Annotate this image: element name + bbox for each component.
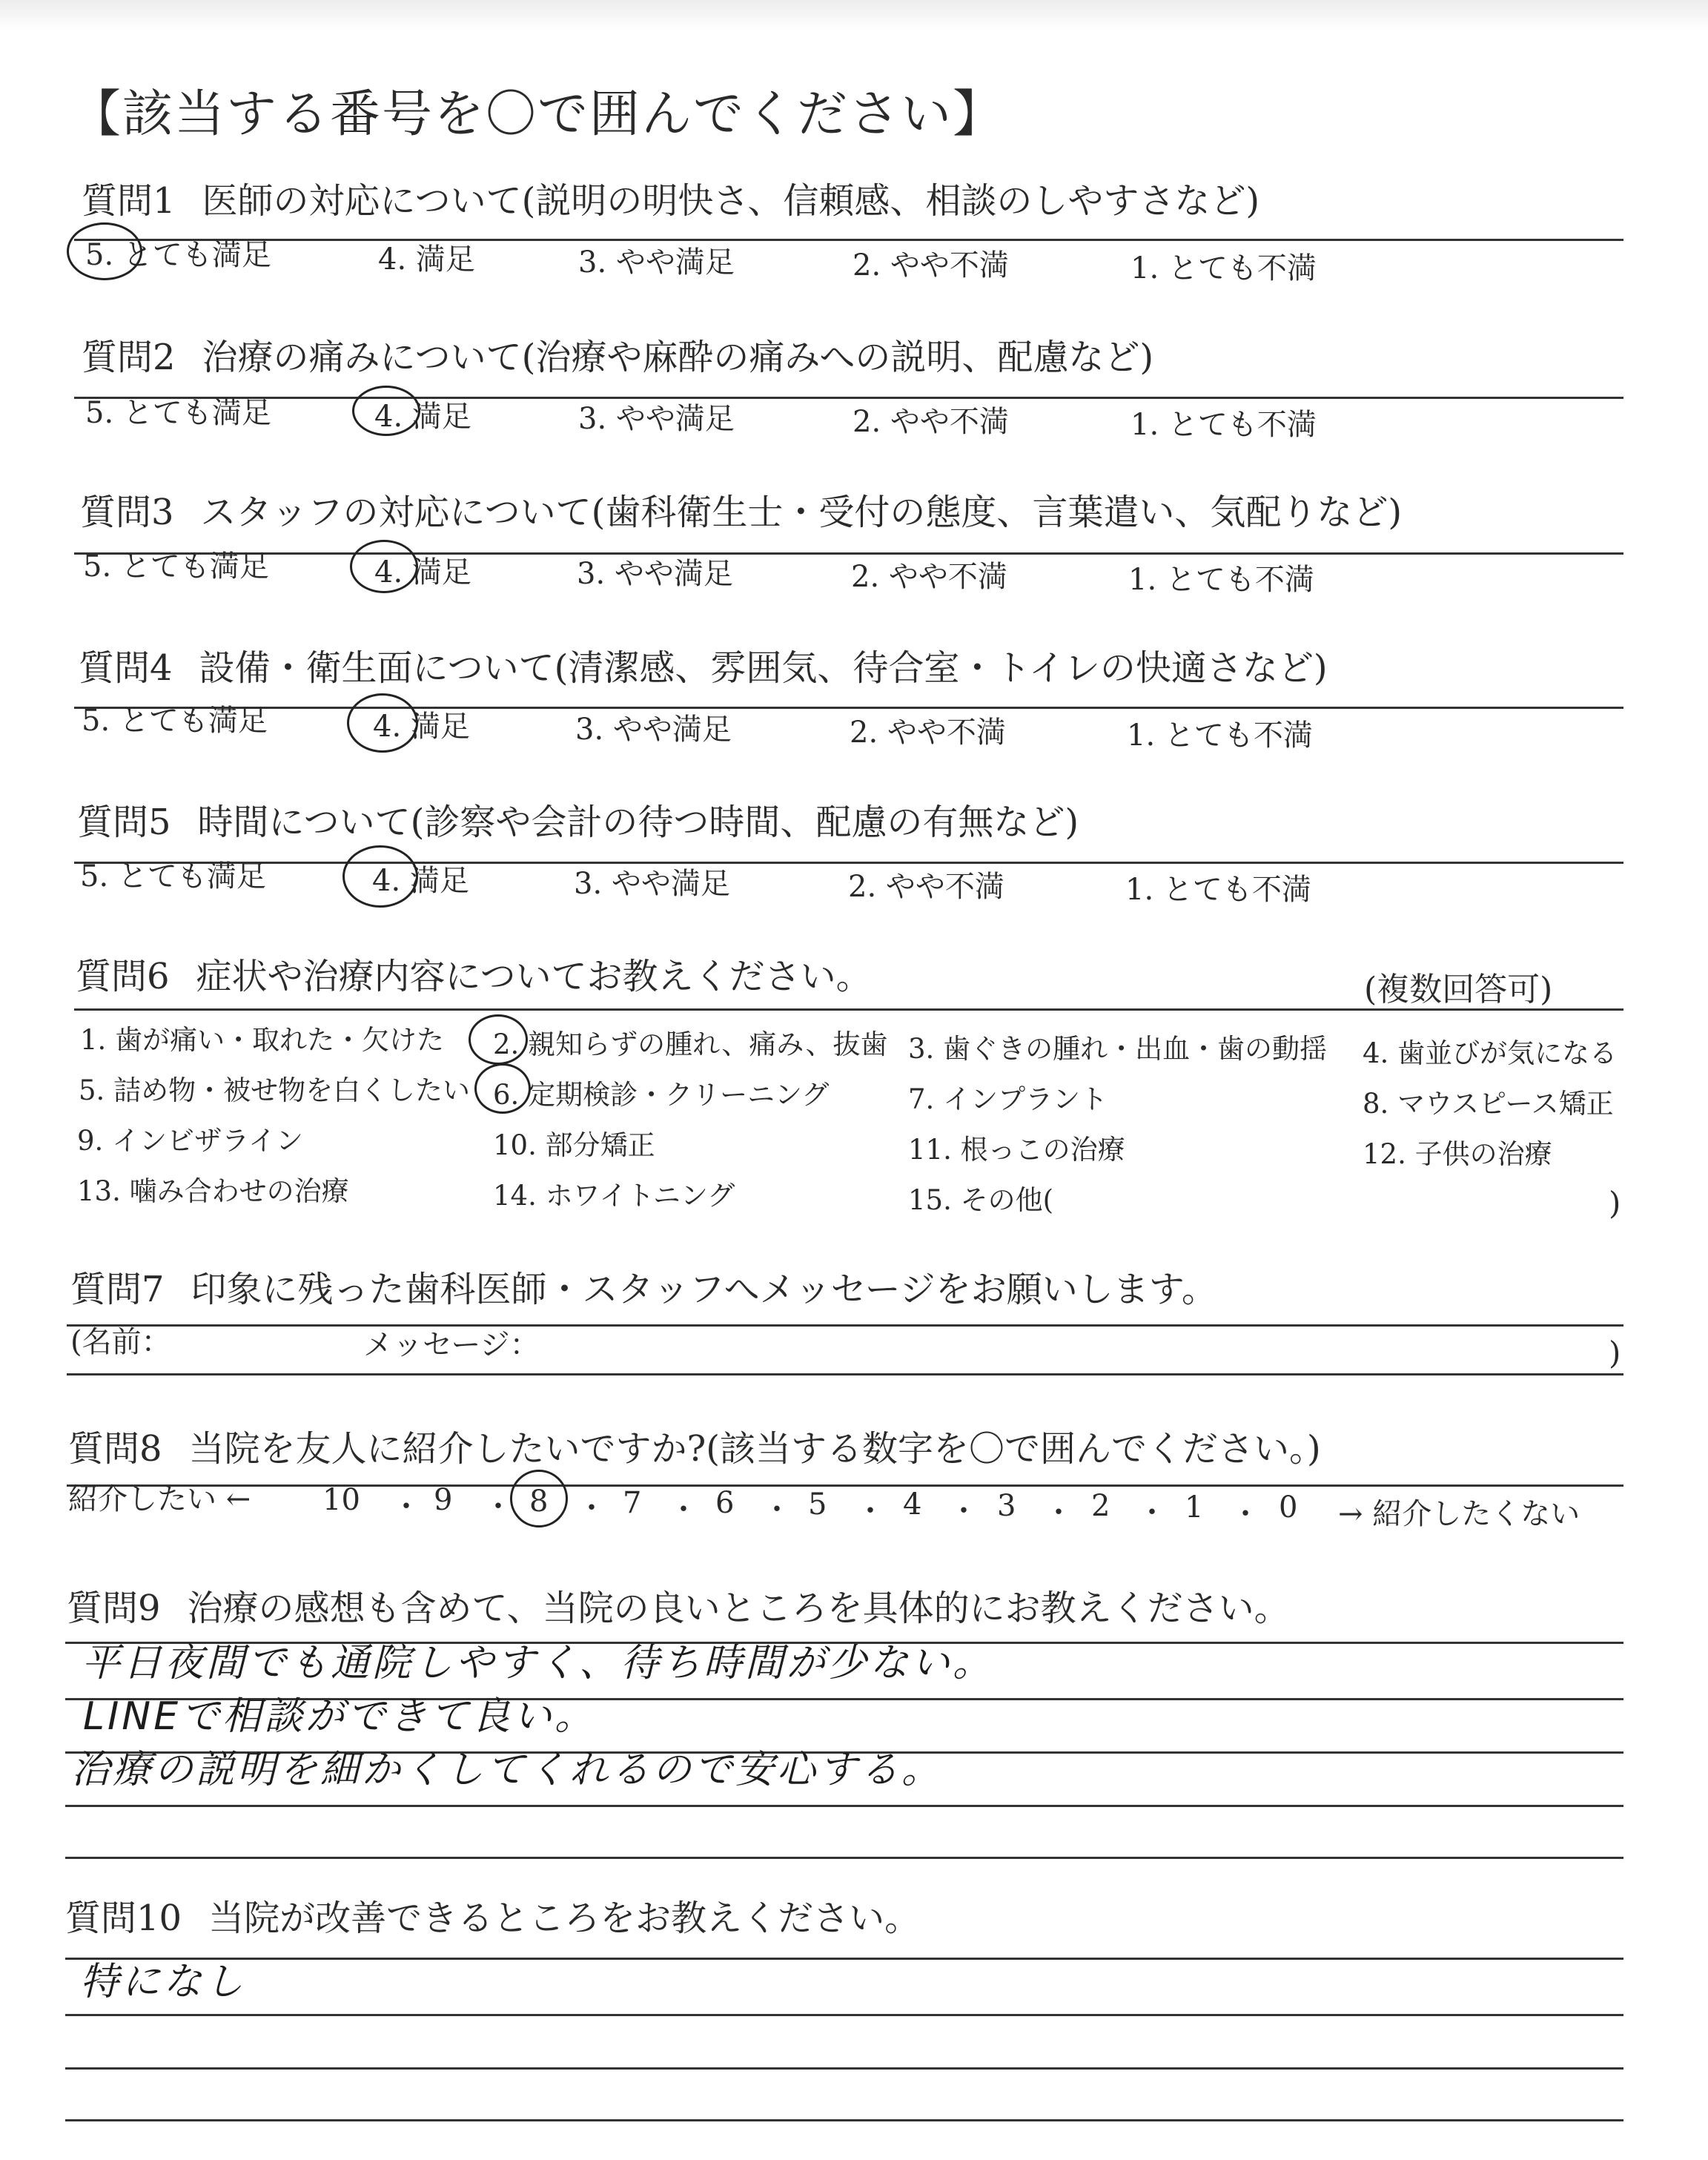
q8-dot: ・ — [1231, 1497, 1260, 1531]
question-5 — [77, 793, 1079, 845]
q4-answer-circle — [347, 693, 418, 753]
q1-option-2[interactable]: 2. やや不満 — [853, 248, 1009, 283]
q4-option-4[interactable]: 4. 満足 — [373, 710, 470, 744]
q8-dot: ・ — [577, 1491, 606, 1525]
q9-answer-line-1: 平日夜間でも通院しやすく、待ち時間が少ない。 — [82, 1641, 994, 1685]
question-9 — [67, 1579, 1290, 1631]
q7-message-label: メッセージ： — [363, 1328, 540, 1362]
q3-option-1[interactable]: 1. とても不満 — [1128, 563, 1314, 597]
q9-answer-line-2: LINEで相談ができて良い。 — [83, 1694, 597, 1739]
q2-option-4[interactable]: 4. 満足 — [374, 400, 471, 434]
q5-option-2[interactable]: 2. やや不満 — [848, 870, 1004, 904]
q8-score-10[interactable]: 10 — [322, 1483, 360, 1517]
question-6 — [76, 948, 872, 999]
q9-line-5 — [65, 1857, 1623, 1859]
question-7-number: 質問7 — [70, 1269, 165, 1310]
question-9-number: 質問9 — [67, 1588, 161, 1629]
q8-dot: ・ — [855, 1494, 885, 1528]
q6-option-11[interactable]: 11. 根っこの治療 — [908, 1134, 1125, 1166]
question-2-number: 質問2 — [82, 337, 176, 378]
q3-option-5[interactable]: 5. とても満足 — [83, 549, 269, 584]
q6-other-close-paren: ) — [1609, 1185, 1621, 1221]
question-3-text: スタッフの対応について(歯科衛生士・受付の態度、言葉遣い、気配りなど) — [200, 492, 1403, 533]
q1-option-4[interactable]: 4. 満足 — [378, 242, 475, 277]
question-1-number: 質問1 — [82, 180, 176, 222]
q3-option-3[interactable]: 3. やや満足 — [577, 557, 733, 591]
q7-close-paren: ) — [1609, 1335, 1621, 1371]
q3-option-4[interactable]: 4. 満足 — [374, 555, 471, 589]
q6-option-9[interactable]: 9. インビザライン — [77, 1125, 303, 1157]
q6-option-6[interactable]: 6. 定期検診・クリーニング — [493, 1079, 830, 1111]
q4-option-3[interactable]: 3. やや満足 — [575, 713, 732, 747]
q8-score-5[interactable]: 5 — [808, 1487, 827, 1522]
q8-score-9[interactable]: 9 — [434, 1483, 453, 1517]
question-3-rule — [74, 552, 1623, 555]
q8-score-4[interactable]: 4 — [903, 1487, 922, 1522]
question-8-number: 質問8 — [68, 1428, 162, 1470]
q5-option-5[interactable]: 5. とても満足 — [80, 859, 266, 894]
q9-line-4 — [65, 1805, 1623, 1807]
q10-line-4 — [65, 2119, 1623, 2121]
question-10 — [65, 1889, 920, 1941]
q8-dot: ・ — [483, 1490, 513, 1524]
q6-option-10[interactable]: 10. 部分矯正 — [493, 1129, 655, 1161]
q8-dot: ・ — [949, 1494, 979, 1528]
q8-dot: ・ — [669, 1493, 698, 1527]
q6-option-6-circle — [474, 1063, 531, 1114]
question-8 — [68, 1420, 1321, 1471]
question-10-number: 質問10 — [65, 1898, 182, 1939]
q8-left-label: 紹介したい ← — [68, 1482, 251, 1516]
q2-option-1[interactable]: 1. とても不満 — [1131, 408, 1317, 442]
q8-dot: ・ — [391, 1490, 421, 1524]
question-7 — [70, 1261, 1217, 1312]
q2-answer-circle — [352, 386, 420, 436]
question-4-rule — [74, 707, 1623, 709]
question-3 — [80, 483, 1402, 535]
q6-option-2-circle — [469, 1014, 528, 1065]
q10-line-3 — [65, 2067, 1623, 2070]
question-6-text: 症状や治療内容についてお教えください。 — [196, 956, 872, 997]
q10-answer-line-1: 特になし — [80, 1960, 247, 2004]
question-2 — [82, 328, 1153, 380]
q9-answer-line-3: 治療の説明を細かくしてくれるので安心する。 — [71, 1748, 944, 1792]
q5-option-1[interactable]: 1. とても不満 — [1125, 873, 1311, 907]
q8-score-1[interactable]: 1 — [1185, 1490, 1204, 1525]
q4-option-1[interactable]: 1. とても不満 — [1127, 719, 1313, 753]
q8-score-3[interactable]: 3 — [997, 1489, 1016, 1523]
q10-line-1 — [65, 1958, 1623, 1960]
q8-score-2[interactable]: 2 — [1091, 1489, 1110, 1523]
q6-option-12[interactable]: 12. 子供の治療 — [1363, 1138, 1552, 1170]
question-8-text: 当院を友人に紹介したいですか?(該当する数字を〇で囲んでください。) — [188, 1428, 1321, 1470]
q1-option-1[interactable]: 1. とても不満 — [1131, 251, 1317, 285]
q4-option-5[interactable]: 5. とても満足 — [82, 704, 268, 738]
page-title: 【該当する番号を〇で囲んでください】 — [70, 85, 1005, 144]
q1-option-5[interactable]: 5. とても満足 — [85, 238, 271, 272]
q6-option-3[interactable]: 3. 歯ぐきの腫れ・出血・歯の動揺 — [908, 1033, 1328, 1065]
q6-option-13[interactable]: 13. 噛み合わせの治療 — [77, 1175, 349, 1207]
q6-option-1[interactable]: 1. 歯が痛い・取れた・欠けた — [80, 1024, 445, 1056]
q10-line-2 — [65, 2014, 1623, 2016]
scan-edge — [0, 0, 1708, 30]
question-1 — [82, 172, 1260, 223]
question-8-rule — [67, 1484, 1623, 1487]
q5-option-3[interactable]: 3. やや満足 — [574, 867, 730, 901]
q8-score-0[interactable]: 0 — [1279, 1490, 1298, 1525]
q8-answer-circle — [510, 1470, 568, 1527]
question-1-text: 医師の対応について(説明の明快さ、信頼感、相談のしやすさなど) — [202, 180, 1260, 222]
q8-right-label: → 紹介したくない — [1338, 1497, 1580, 1531]
q8-score-8[interactable]: 8 — [529, 1484, 549, 1519]
question-5-text: 時間について(診察や会計の待つ時間、配慮の有無など) — [197, 802, 1079, 843]
question-10-text: 当院が改善できるところをお教えください。 — [208, 1898, 921, 1939]
q5-answer-circle — [342, 845, 418, 908]
q5-option-4[interactable]: 4. 満足 — [372, 864, 469, 898]
q7-answer-rule — [67, 1373, 1623, 1375]
q6-option-5[interactable]: 5. 詰め物・被せ物を白くしたい — [79, 1074, 471, 1106]
question-4-number: 質問4 — [79, 647, 173, 689]
q3-answer-circle — [350, 540, 418, 593]
q8-dot: ・ — [1044, 1496, 1073, 1530]
q8-dot: ・ — [1137, 1496, 1167, 1530]
q4-option-2[interactable]: 2. やや不満 — [850, 716, 1006, 750]
q8-score-7[interactable]: 7 — [623, 1486, 642, 1520]
question-7-text: 印象に残った歯科医師・スタッフへメッセージをお願いします。 — [191, 1269, 1217, 1310]
q1-option-3[interactable]: 3. やや満足 — [578, 245, 735, 280]
question-3-number: 質問3 — [80, 492, 174, 533]
q8-dot: ・ — [762, 1493, 792, 1527]
q1-answer-circle — [67, 222, 142, 280]
q6-option-14[interactable]: 14. ホワイトニング — [493, 1180, 735, 1212]
q3-option-2[interactable]: 2. やや不満 — [851, 560, 1007, 594]
q6-option-8[interactable]: 8. マウスピース矯正 — [1363, 1088, 1614, 1120]
question-6-number: 質問6 — [76, 956, 170, 997]
question-1-rule — [74, 239, 1623, 241]
question-9-text: 治療の感想も含めて、当院の良いところを具体的にお教えください。 — [187, 1588, 1290, 1629]
q8-score-6[interactable]: 6 — [715, 1486, 735, 1520]
q6-option-7[interactable]: 7. インプラント — [908, 1083, 1108, 1115]
multiple-answers-note: (複数回答可) — [1364, 971, 1553, 1008]
q6-option-2[interactable]: 2. 親知らずの腫れ、痛み、抜歯 — [493, 1028, 888, 1060]
q6-option-4[interactable]: 4. 歯並びが気になる — [1363, 1037, 1618, 1069]
question-4-text: 設備・衛生面について(清潔感、雰囲気、待合室・トイレの快適さなど) — [199, 647, 1328, 689]
q2-option-2[interactable]: 2. やや不満 — [853, 405, 1009, 439]
q7-name-label: (名前： — [70, 1325, 171, 1359]
q2-option-5[interactable]: 5. とても満足 — [85, 396, 271, 430]
q6-option-15[interactable]: 15. その他( — [908, 1184, 1054, 1216]
question-2-text: 治療の痛みについて(治療や麻酔の痛みへの説明、配慮など) — [202, 337, 1154, 378]
q2-option-3[interactable]: 3. やや満足 — [578, 402, 735, 436]
question-7-rule — [67, 1324, 1623, 1327]
question-2-rule — [74, 397, 1623, 399]
question-5-number: 質問5 — [77, 802, 171, 843]
question-6-rule — [74, 1008, 1623, 1011]
question-4 — [79, 639, 1328, 690]
